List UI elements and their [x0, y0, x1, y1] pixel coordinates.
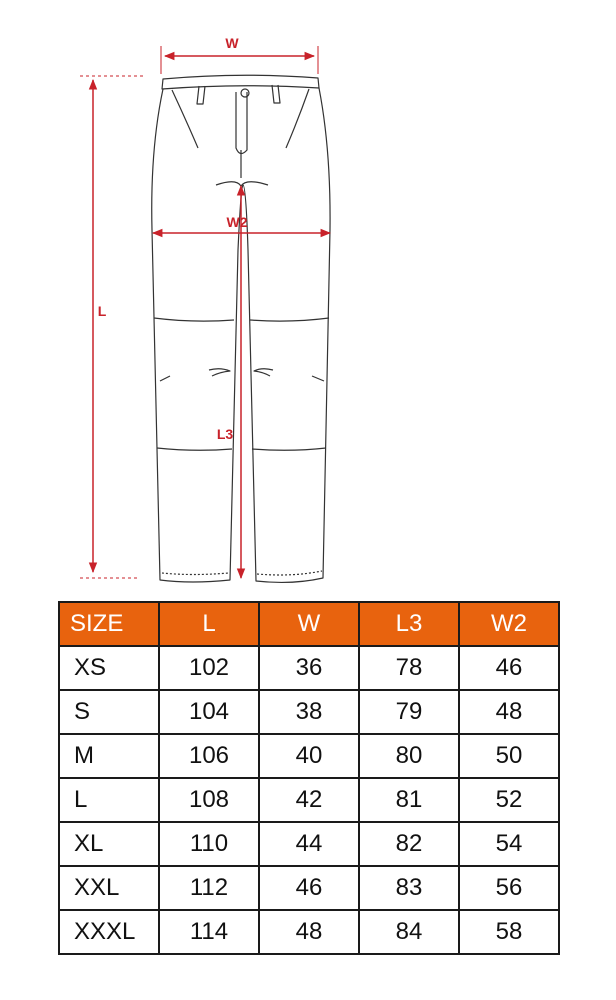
table-cell: 80: [359, 734, 459, 778]
table-cell: 48: [259, 910, 359, 954]
table-cell: 36: [259, 646, 359, 690]
table-row: [59, 866, 559, 910]
table-cell: 84: [359, 910, 459, 954]
table-cell: 112: [159, 866, 259, 910]
inseam-label: L3: [216, 426, 234, 442]
table-row: [59, 910, 559, 954]
table-row: [59, 734, 559, 778]
table-cell: 52: [459, 778, 559, 822]
table-cell: 58: [459, 910, 559, 954]
table-cell: 82: [359, 822, 459, 866]
table-cell: 44: [259, 822, 359, 866]
table-row: [59, 822, 559, 866]
table-cell: 114: [159, 910, 259, 954]
length-dimension: [80, 76, 146, 578]
hip-label: W2: [226, 214, 248, 230]
inseam-dimension: [217, 186, 241, 578]
table-cell: 40: [259, 734, 359, 778]
table-cell: 81: [359, 778, 459, 822]
table-cell: 42: [259, 778, 359, 822]
table-cell: XXL: [59, 866, 159, 910]
table-cell: XXXL: [59, 910, 159, 954]
waist-label: W: [225, 35, 239, 51]
table-cell: 46: [259, 866, 359, 910]
table-cell: 78: [359, 646, 459, 690]
header-l: L: [159, 602, 259, 646]
header-w: W: [259, 602, 359, 646]
table-cell: 110: [159, 822, 259, 866]
table-row: [59, 646, 559, 690]
waist-dimension: [161, 35, 318, 74]
table-cell: 102: [159, 646, 259, 690]
table-cell: 106: [159, 734, 259, 778]
table-cell: S: [59, 690, 159, 734]
table-cell: 48: [459, 690, 559, 734]
table-row: [59, 690, 559, 734]
length-label: L: [97, 303, 107, 319]
table-cell: L: [59, 778, 159, 822]
table-cell: 83: [359, 866, 459, 910]
table-cell: 108: [159, 778, 259, 822]
table-cell: 54: [459, 822, 559, 866]
table-row: [59, 778, 559, 822]
table-cell: 56: [459, 866, 559, 910]
header-w2: W2: [459, 602, 559, 646]
table-cell: M: [59, 734, 159, 778]
table-cell: XS: [59, 646, 159, 690]
table-cell: 79: [359, 690, 459, 734]
table-header-row: [59, 602, 559, 646]
table-cell: 50: [459, 734, 559, 778]
header-l3: L3: [359, 602, 459, 646]
size-table: [58, 601, 560, 955]
table-cell: XL: [59, 822, 159, 866]
table-cell: 38: [259, 690, 359, 734]
table-cell: 104: [159, 690, 259, 734]
table-cell: 46: [459, 646, 559, 690]
header-size: SIZE: [59, 602, 159, 646]
